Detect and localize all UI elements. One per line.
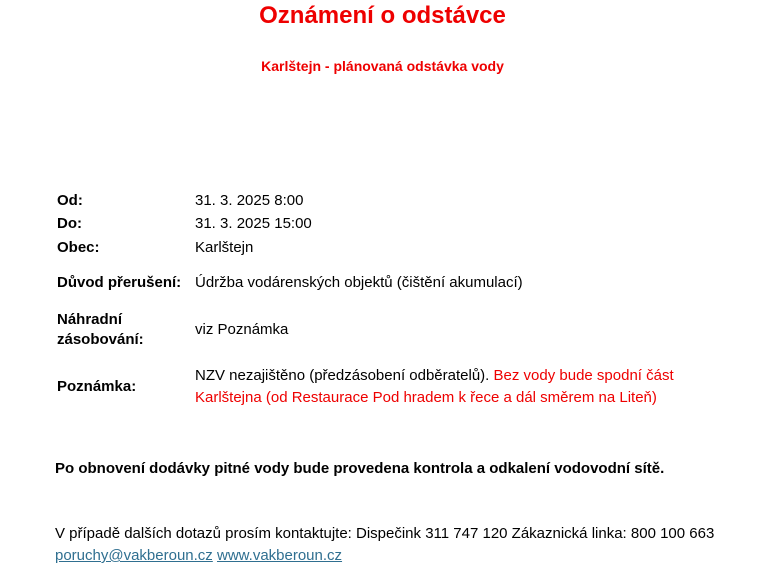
value-poznamka xyxy=(195,354,737,420)
label-obec: Obec: xyxy=(57,239,100,256)
email-link[interactable]: poruchy@vakberoun.cz xyxy=(55,547,213,564)
poznamka-warning-text: Bez vody bude spodní část Karlštejna (od Restaurace Pod hradem k řece a dál směrem na Liteň) xyxy=(195,367,674,406)
row-obec xyxy=(57,236,737,260)
row-do xyxy=(57,212,737,236)
value-od: 31. 3. 2025 8:00 xyxy=(195,192,304,209)
flushing-note: Po obnovení dodávky pitné vody bude provedena kontrola a odkalení vodovodní sítě. xyxy=(55,460,665,477)
poznamka-text: NZV nezajištěno (předzásobení odběratelů). xyxy=(195,367,490,384)
value-do: 31. 3. 2025 15:00 xyxy=(195,215,312,232)
value-nahradni: viz Poznámka xyxy=(195,321,289,338)
row-duvod xyxy=(57,260,737,306)
label-duvod: Důvod přerušení: xyxy=(57,274,182,291)
label-do: Do: xyxy=(57,215,82,232)
value-obec: Karlštejn xyxy=(195,239,254,256)
value-duvod: Údržba vodárenských objektů (čištění akumulací) xyxy=(195,274,523,291)
label-od: Od: xyxy=(57,192,83,209)
contact-info xyxy=(55,523,745,567)
page-title: Oznámení o odstávce xyxy=(259,2,506,29)
website-link[interactable]: www.vakberoun.cz xyxy=(216,547,343,564)
label-nahradni: Náhradní zásobování: xyxy=(57,311,144,348)
label-poznamka: Poznámka: xyxy=(57,378,137,395)
row-nahradni xyxy=(57,306,737,354)
outage-details-table xyxy=(57,190,737,420)
row-od xyxy=(57,190,737,212)
contact-text: V případě dalších dotazů prosím kontaktujte: Dispečink 311 747 120 Zákaznická linka: 800 100 663 xyxy=(55,525,715,542)
row-poznamka xyxy=(57,354,737,420)
page-subtitle: Karlštejn - plánovaná odstávka vody xyxy=(261,58,504,74)
